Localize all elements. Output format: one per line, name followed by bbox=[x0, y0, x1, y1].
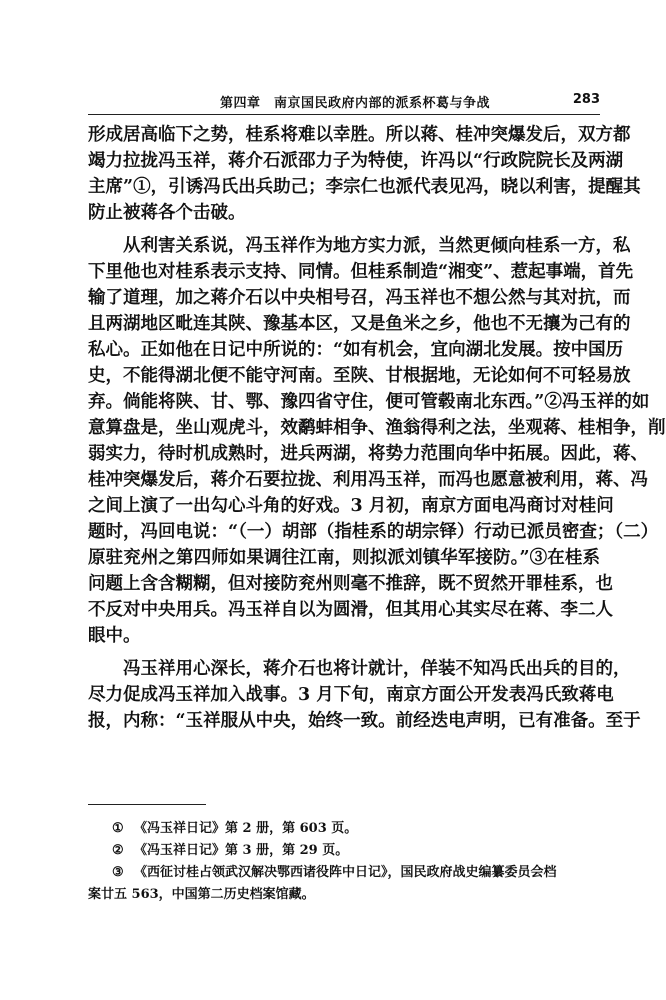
footnote-rule bbox=[88, 804, 206, 805]
text-line: 之间上演了一出勾心斗角的好戏。3 月初，南京方面电冯商讨对桂问 bbox=[88, 496, 614, 516]
body-text bbox=[88, 122, 666, 734]
footnote-text: 案廿五 563，中国第二历史档案馆藏。 bbox=[88, 887, 315, 902]
text-line: 冯玉祥用心深长，蒋介石也将计就计，佯装不知冯氏出兵的目的， bbox=[123, 659, 631, 679]
text-line: 且两湖地区毗连其陕、豫基本区，又是鱼米之乡，他也不无攘为己有的 bbox=[88, 314, 631, 334]
running-header bbox=[88, 92, 600, 116]
footnote-line bbox=[88, 862, 600, 884]
text-line: 防止被蒋各个击破。 bbox=[88, 203, 246, 223]
text-line: 题时，冯回电说：“（一）胡部（指桂系的胡宗铎）行动已派员密查；（二） bbox=[88, 522, 659, 542]
text-line: 桂冲突爆发后，蒋介石要拉拢、利用冯玉祥，而冯也愿意被利用，蒋、冯 bbox=[88, 470, 648, 490]
text-line: 形成居高临下之势，桂系将难以幸胜。所以蒋、桂冲突爆发后，双方都 bbox=[88, 125, 631, 145]
footnote-text: 《冯玉祥日记》第 3 册，第 29 页。 bbox=[134, 843, 349, 858]
header-rule bbox=[88, 114, 600, 115]
text-line: 输了道理，加之蒋介石以中央相号召，冯玉祥也不想公然与其对抗，而 bbox=[88, 288, 631, 308]
page-number: 283 bbox=[572, 92, 600, 107]
footnote-text: 《冯玉祥日记》第 2 册，第 603 页。 bbox=[134, 821, 358, 836]
text-line: 报，内称：“玉祥服从中央，始终一致。前经迭电声明，已有准备。至于 bbox=[88, 711, 641, 731]
footnote-line bbox=[88, 884, 600, 906]
text-line: 不反对中央用兵。冯玉祥自以为圆滑，但其用心其实尽在蒋、李二人 bbox=[88, 600, 613, 620]
text-line: 问题上含含糊糊，但对接防兖州则毫不推辞，既不贸然开罪桂系，也 bbox=[88, 574, 613, 594]
text-line: 尽力促成冯玉祥加入战事。3 月下旬，南京方面公开发表冯氏致蒋电 bbox=[88, 685, 614, 705]
footnote-mark: ③ bbox=[112, 865, 124, 880]
footnote-mark: ① bbox=[112, 821, 124, 836]
footnote-text: 《西征讨桂占领武汉解决鄂西诸役阵中日记》，国民政府战史编纂委员会档 bbox=[134, 865, 557, 880]
footnote-line bbox=[88, 818, 600, 840]
footnote-mark: ② bbox=[112, 843, 124, 858]
text-line: 原驻兖州之第四师如果调往江南，则拟派刘镇华军接防。”③在桂系 bbox=[88, 548, 600, 568]
text-line: 私心。正如他在日记中所说的：“如有机会，宜向湖北发展。按中国历 bbox=[88, 340, 624, 360]
text-line: 弱实力，待时机成熟时，进兵两湖，将势力范围向华中拓展。因此，蒋、 bbox=[88, 444, 648, 464]
text-line: 下里他也对桂系表示支持、同情。但桂系制造“湘变”、惹起事端，首先 bbox=[88, 262, 634, 282]
footnotes bbox=[88, 818, 600, 906]
paragraph-gap bbox=[88, 226, 600, 233]
paragraph-gap bbox=[88, 649, 600, 656]
text-line: 从利害关系说，冯玉祥作为地方实力派，当然更倾向桂系一方，私 bbox=[123, 236, 631, 256]
text-line: 眼中。 bbox=[88, 626, 141, 646]
text-line: 史，不能得湖北便不能守河南。至陕、甘根据地，无论如何不可轻易放 bbox=[88, 366, 631, 386]
footnote-line bbox=[88, 840, 600, 862]
text-line: 弃。倘能将陕、甘、鄂、豫四省守住，便可管毂南北东西。”②冯玉祥的如 bbox=[88, 392, 650, 412]
chapter-title: 第四章 南京国民政府内部的派系杯葛与争战 bbox=[220, 96, 491, 111]
text-line: 竭力拉拢冯玉祥，蒋介石派邵力子为特使，许冯以“行政院院长及两湖 bbox=[88, 151, 624, 171]
text-line: 意算盘是，坐山观虎斗，效鹬蚌相争、渔翁得利之法，坐观蒋、桂相争，削 bbox=[88, 418, 666, 438]
text-line: 主席”①，引诱冯氏出兵助己；李宗仁也派代表见冯，晓以利害，提醒其 bbox=[88, 177, 641, 197]
